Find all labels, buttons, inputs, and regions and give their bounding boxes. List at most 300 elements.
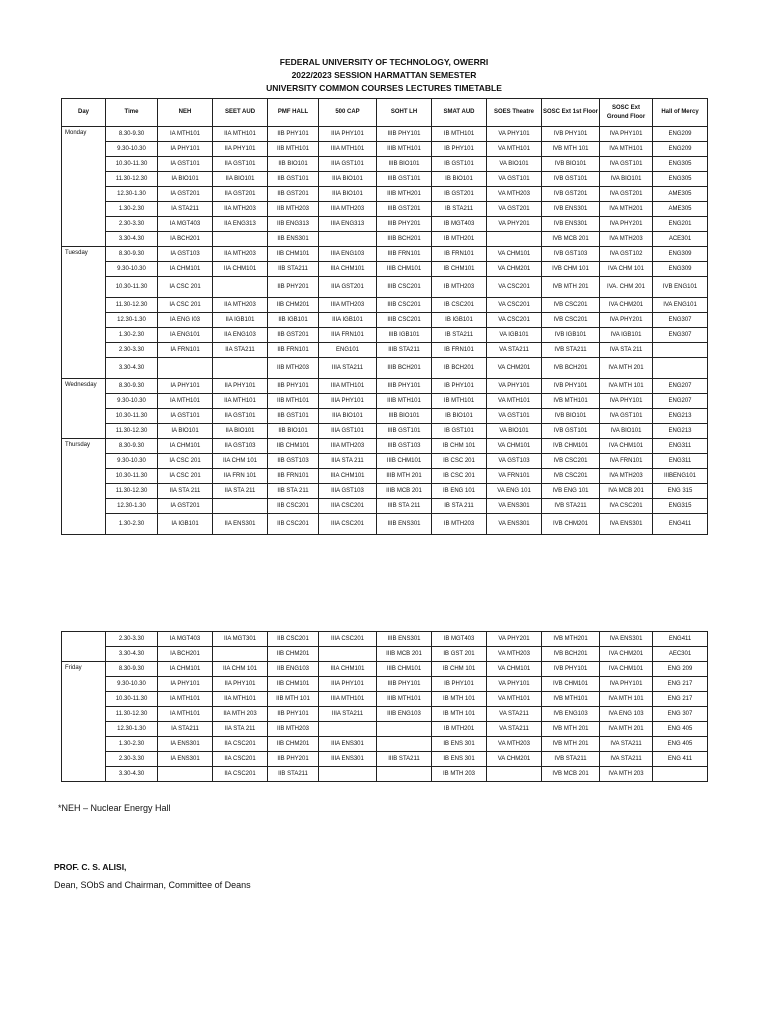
course-cell: ENG209 <box>653 142 708 157</box>
course-cell: IIA CSC201 <box>213 752 268 767</box>
course-cell: IIIA ENS301 <box>319 737 377 752</box>
course-cell: ENG311 <box>653 439 708 454</box>
course-cell: IA IGB101 <box>158 514 213 535</box>
course-cell: IIIB MCB 201 <box>377 647 432 662</box>
course-cell: IA GST201 <box>158 499 213 514</box>
course-cell: IIA MTH101 <box>213 692 268 707</box>
course-cell: IB CSC 201 <box>432 454 487 469</box>
table-row <box>62 343 708 358</box>
column-header: NEH <box>158 99 213 127</box>
course-cell: IIIA IGB101 <box>319 313 377 328</box>
course-cell: IIIA MTH101 <box>319 379 377 394</box>
column-header: SOSC Ext 1st Floor <box>542 99 600 127</box>
time-cell: 12.30-1.30 <box>106 499 158 514</box>
course-cell: VA CHM201 <box>487 358 542 379</box>
course-cell: IA GST103 <box>158 247 213 262</box>
course-cell: IIB CHM101 <box>268 439 319 454</box>
course-cell: ENG101 <box>319 343 377 358</box>
course-cell: IIB MTH101 <box>268 394 319 409</box>
course-cell: IA ENG101 <box>158 328 213 343</box>
course-cell: VA PHY201 <box>487 632 542 647</box>
course-cell: IIIA PHY101 <box>319 677 377 692</box>
course-cell: IB MGT403 <box>432 632 487 647</box>
course-cell: ENG305 <box>653 172 708 187</box>
time-cell: 9.30-10.30 <box>106 394 158 409</box>
course-cell: IA BCH201 <box>158 647 213 662</box>
course-cell: IIIA MTH203 <box>319 202 377 217</box>
course-cell: IIIA MTH203 <box>319 439 377 454</box>
course-cell: IB ENG 101 <box>432 484 487 499</box>
course-cell: IVB IGB101 <box>542 328 600 343</box>
time-cell: 10.30-11.30 <box>106 692 158 707</box>
course-cell: IA CHM101 <box>158 662 213 677</box>
course-cell: IVB ENG 101 <box>542 484 600 499</box>
course-cell: IVA MTH203 <box>600 469 653 484</box>
course-cell: IIIB PHY201 <box>377 217 432 232</box>
course-cell: IVA MCB 201 <box>600 484 653 499</box>
course-cell: IIB MTH203 <box>268 722 319 737</box>
course-cell: IIIA PHY101 <box>319 394 377 409</box>
course-cell: VA ENS301 <box>487 514 542 535</box>
course-cell: IB MTH 101 <box>432 692 487 707</box>
course-cell: IVA PHY201 <box>600 217 653 232</box>
course-cell: VA MTH101 <box>487 142 542 157</box>
time-cell: 8.30-9.30 <box>106 439 158 454</box>
course-cell: IA BIO101 <box>158 424 213 439</box>
course-cell: IIIA CHM101 <box>319 262 377 277</box>
table-row <box>62 692 708 707</box>
time-cell: 9.30-10.30 <box>106 262 158 277</box>
table-row <box>62 647 708 662</box>
course-cell: IIIA MTH203 <box>319 298 377 313</box>
course-cell: IIIA ENS301 <box>319 752 377 767</box>
course-cell: IB PHY101 <box>432 379 487 394</box>
course-cell: IIIB PHY101 <box>377 379 432 394</box>
course-cell <box>213 277 268 298</box>
course-cell: IA MTH101 <box>158 692 213 707</box>
course-cell: IIB CHM201 <box>268 737 319 752</box>
course-cell: IIB MTH203 <box>268 202 319 217</box>
course-cell: IVA STA211 <box>600 752 653 767</box>
course-cell: IVA FRN101 <box>600 454 653 469</box>
time-cell: 2.30-3.30 <box>106 752 158 767</box>
course-cell: IIA BIO101 <box>213 424 268 439</box>
course-cell: IIB ENG313 <box>268 217 319 232</box>
course-cell: IVB GST103 <box>542 247 600 262</box>
course-cell: IIB GST201 <box>268 328 319 343</box>
course-cell <box>213 647 268 662</box>
course-cell: IVA. CHM 201 <box>600 277 653 298</box>
column-header: SEET AUD <box>213 99 268 127</box>
course-cell: VA CSC201 <box>487 313 542 328</box>
course-cell: ENG305 <box>653 157 708 172</box>
course-cell <box>377 767 432 782</box>
course-cell: IVB BIO101 <box>542 409 600 424</box>
course-cell: ENG201 <box>653 217 708 232</box>
course-cell: IB BIO101 <box>432 172 487 187</box>
course-cell: ENG309 <box>653 262 708 277</box>
column-header: SOSC Ext Ground Floor <box>600 99 653 127</box>
signatory-title: Dean, SObS and Chairman, Committee of Deans <box>54 880 251 890</box>
course-cell: IIIA BIO101 <box>319 187 377 202</box>
course-cell: VA CHM101 <box>487 247 542 262</box>
course-cell: IVA BIO101 <box>600 172 653 187</box>
table-row <box>62 157 708 172</box>
course-cell: IIB CSC201 <box>268 514 319 535</box>
course-cell: IVB CSC201 <box>542 454 600 469</box>
course-cell: IIA PHY101 <box>213 677 268 692</box>
course-cell: IIIB CHM101 <box>377 662 432 677</box>
time-cell: 10.30-11.30 <box>106 409 158 424</box>
course-cell: IIA STA 211 <box>158 484 213 499</box>
course-cell: IIA MTH203 <box>213 202 268 217</box>
course-cell: VA BIO101 <box>487 157 542 172</box>
course-cell: IVA STA 211 <box>600 343 653 358</box>
course-cell: IIB PHY101 <box>268 707 319 722</box>
course-cell: IIIB MTH101 <box>377 692 432 707</box>
course-cell: IIB GST103 <box>268 454 319 469</box>
course-cell: IVB CSC201 <box>542 469 600 484</box>
course-cell: IB STA 211 <box>432 499 487 514</box>
course-cell: IVB MCB 201 <box>542 767 600 782</box>
course-cell: VA ENS301 <box>487 499 542 514</box>
course-cell: VA CHM201 <box>487 262 542 277</box>
time-cell: 12.30-1.30 <box>106 313 158 328</box>
course-cell: VA IGB101 <box>487 328 542 343</box>
course-cell: ENG213 <box>653 424 708 439</box>
table-row <box>62 632 708 647</box>
course-cell: IB MTH101 <box>432 394 487 409</box>
course-cell: VA MTH203 <box>487 187 542 202</box>
course-cell: ENG213 <box>653 409 708 424</box>
course-cell: IIB GST101 <box>268 409 319 424</box>
course-cell: IB STA211 <box>432 328 487 343</box>
course-cell: IIA GST101 <box>213 409 268 424</box>
course-cell: VA CHM101 <box>487 439 542 454</box>
course-cell: IIB MTH 101 <box>268 692 319 707</box>
course-cell: IVA PHY201 <box>600 313 653 328</box>
day-cell: Wednesday <box>62 379 106 439</box>
course-cell: IVB CHM101 <box>542 439 600 454</box>
course-cell: IA PHY101 <box>158 379 213 394</box>
time-cell: 12.30-1.30 <box>106 187 158 202</box>
course-cell: IB GST201 <box>432 187 487 202</box>
course-cell: IIIB MTH101 <box>377 394 432 409</box>
course-cell: ENG315 <box>653 499 708 514</box>
course-cell: IVB STA211 <box>542 343 600 358</box>
course-cell: IA GST201 <box>158 187 213 202</box>
table-row <box>62 202 708 217</box>
course-cell: IIB ENG103 <box>268 662 319 677</box>
course-cell: IIB PHY101 <box>268 379 319 394</box>
header-line-3: UNIVERSITY COMMON COURSES LECTURES TIMETABLE <box>266 83 502 93</box>
course-cell: IVB MTH 201 <box>542 722 600 737</box>
table-row <box>62 454 708 469</box>
day-cell: Monday <box>62 127 106 247</box>
course-cell: IIA CSC201 <box>213 767 268 782</box>
table-row <box>62 499 708 514</box>
course-cell: IVB MTH101 <box>542 394 600 409</box>
table-row <box>62 484 708 499</box>
course-cell: IIIB ENG103 <box>377 707 432 722</box>
course-cell: VA PHY201 <box>487 217 542 232</box>
table-row <box>62 514 708 535</box>
course-cell: IIIA GST103 <box>319 484 377 499</box>
course-cell: IIIB MTH201 <box>377 187 432 202</box>
table-row <box>62 439 708 454</box>
course-cell: IIIB BIO101 <box>377 409 432 424</box>
column-header: Time <box>106 99 158 127</box>
course-cell: IB MTH203 <box>432 277 487 298</box>
course-cell: IA STA211 <box>158 722 213 737</box>
time-cell: 3.30-4.30 <box>106 647 158 662</box>
course-cell: IIIB GST103 <box>377 439 432 454</box>
course-cell: IB PHY101 <box>432 142 487 157</box>
course-cell: AEC301 <box>653 647 708 662</box>
course-cell: IIIA GST201 <box>319 277 377 298</box>
course-cell: IIIB GST201 <box>377 202 432 217</box>
course-cell: IVB PHY101 <box>542 127 600 142</box>
course-cell: IVA PHY101 <box>600 677 653 692</box>
course-cell: IIIB STA211 <box>377 752 432 767</box>
course-cell: ENG307 <box>653 313 708 328</box>
table-row <box>62 358 708 379</box>
table-row <box>62 298 708 313</box>
course-cell: IIA ENG313 <box>213 217 268 232</box>
course-cell: IA CSC 201 <box>158 454 213 469</box>
course-cell: IIIA MTH101 <box>319 142 377 157</box>
course-cell: IA CSC 201 <box>158 298 213 313</box>
course-cell: IIIB BCH201 <box>377 358 432 379</box>
course-cell: IB CSC 201 <box>432 469 487 484</box>
course-cell: IVB ENG103 <box>542 707 600 722</box>
footnote: *NEH – Nuclear Energy Hall <box>58 803 171 813</box>
course-cell <box>319 232 377 247</box>
course-cell: IIA MTH101 <box>213 127 268 142</box>
course-cell: IVA CHM201 <box>600 298 653 313</box>
course-cell: IA MGT403 <box>158 217 213 232</box>
course-cell: IVA ENG101 <box>653 298 708 313</box>
course-cell: IIA ENG103 <box>213 328 268 343</box>
course-cell: IIIA ENG313 <box>319 217 377 232</box>
time-cell: 3.30-4.30 <box>106 767 158 782</box>
course-cell: ENG 405 <box>653 737 708 752</box>
course-cell: IA BIO101 <box>158 172 213 187</box>
course-cell: IVB MTH201 <box>542 632 600 647</box>
course-cell <box>158 767 213 782</box>
course-cell: IIIB PHY101 <box>377 127 432 142</box>
course-cell: VA MTH203 <box>487 647 542 662</box>
course-cell: IIIA CHM101 <box>319 662 377 677</box>
course-cell: IVB CSC201 <box>542 313 600 328</box>
course-cell: IB CSC201 <box>432 298 487 313</box>
time-cell: 9.30-10.30 <box>106 142 158 157</box>
course-cell: IVB CHM201 <box>542 514 600 535</box>
course-cell: IIIA PHY101 <box>319 127 377 142</box>
course-cell <box>653 358 708 379</box>
table-row <box>62 409 708 424</box>
course-cell: IIB FRN101 <box>268 343 319 358</box>
course-cell: IB ENS 301 <box>432 752 487 767</box>
course-cell: IA ENG I03 <box>158 313 213 328</box>
course-cell: IIA CSC201 <box>213 737 268 752</box>
course-cell: IIB CHM101 <box>268 247 319 262</box>
course-cell: IVB MTH101 <box>542 692 600 707</box>
course-cell: IVA MTH101 <box>600 142 653 157</box>
course-cell: IB BCH201 <box>432 358 487 379</box>
course-cell <box>487 232 542 247</box>
table-row <box>62 328 708 343</box>
course-cell: IA GST101 <box>158 409 213 424</box>
course-cell: ENG309 <box>653 247 708 262</box>
course-cell: IVA MTH 201 <box>600 722 653 737</box>
course-cell: IIIB STA 211 <box>377 499 432 514</box>
table-row <box>62 172 708 187</box>
header-line-1: FEDERAL UNIVERSITY OF TECHNOLOGY, OWERRI <box>279 57 489 67</box>
course-cell: IVA MTH 101 <box>600 379 653 394</box>
course-cell: IVB MTH 201 <box>542 277 600 298</box>
time-cell: 8.30-9.30 <box>106 662 158 677</box>
course-cell: IVB PHY101 <box>542 379 600 394</box>
course-cell: IIIA GST101 <box>319 424 377 439</box>
course-cell: IIIB ENS301 <box>377 632 432 647</box>
course-cell: IIIA CSC201 <box>319 499 377 514</box>
course-cell: IIA CHM 101 <box>213 662 268 677</box>
course-cell: IVA IGB101 <box>600 328 653 343</box>
table-row <box>62 722 708 737</box>
course-cell: IIIA FRN101 <box>319 328 377 343</box>
course-cell: IIA MGT301 <box>213 632 268 647</box>
course-cell: IB IGB101 <box>432 313 487 328</box>
course-cell: IVB GST101 <box>542 172 600 187</box>
course-cell: IA FRN101 <box>158 343 213 358</box>
course-cell: IA MTH101 <box>158 707 213 722</box>
course-cell: IIIA BIO101 <box>319 172 377 187</box>
course-cell: IB MTH201 <box>432 232 487 247</box>
course-cell <box>319 722 377 737</box>
time-cell: 10.30-11.30 <box>106 277 158 298</box>
course-cell: IVA ENS301 <box>600 514 653 535</box>
course-cell: IB MTH201 <box>432 722 487 737</box>
column-header: SOHT LH <box>377 99 432 127</box>
course-cell: IB MTH 203 <box>432 767 487 782</box>
course-cell: ENG411 <box>653 514 708 535</box>
table-row <box>62 662 708 677</box>
course-cell: VA STA211 <box>487 707 542 722</box>
course-cell: IIA FRN 101 <box>213 469 268 484</box>
course-cell: VA CHM101 <box>487 662 542 677</box>
table-row <box>62 424 708 439</box>
course-cell: ENG 209 <box>653 662 708 677</box>
course-cell: ENG411 <box>653 632 708 647</box>
course-cell: IVA CHM 101 <box>600 262 653 277</box>
course-cell: IVA CHM201 <box>600 647 653 662</box>
time-cell: 11.30-12.30 <box>106 484 158 499</box>
course-cell: IVA MTH201 <box>600 202 653 217</box>
course-cell: IIIB ENS301 <box>377 514 432 535</box>
course-cell: IIIB CHM101 <box>377 454 432 469</box>
course-cell: IIIB FRN101 <box>377 247 432 262</box>
course-cell: IIA MTH101 <box>213 394 268 409</box>
course-cell: IIIA CSC201 <box>319 514 377 535</box>
course-cell: VA GST101 <box>487 409 542 424</box>
day-cell <box>62 632 106 662</box>
course-cell: IIIB MTH101 <box>377 142 432 157</box>
course-cell: VA STA211 <box>487 722 542 737</box>
course-cell: VA PHY101 <box>487 127 542 142</box>
course-cell: IVB CSC201 <box>542 298 600 313</box>
course-cell <box>653 343 708 358</box>
course-cell: IIB BIO101 <box>268 424 319 439</box>
course-cell: VA CSC201 <box>487 298 542 313</box>
course-cell: IVA STA211 <box>600 737 653 752</box>
course-cell: IIB CHM201 <box>268 298 319 313</box>
table-row <box>62 379 708 394</box>
time-cell: 10.30-11.30 <box>106 469 158 484</box>
course-cell: IVA MTH 201 <box>600 358 653 379</box>
course-cell: IB CHM 101 <box>432 662 487 677</box>
course-cell: IIA ENS301 <box>213 514 268 535</box>
column-header: SMAT AUD <box>432 99 487 127</box>
course-cell: IIB CSC201 <box>268 499 319 514</box>
course-cell: IB CHM 101 <box>432 439 487 454</box>
course-cell: IVB CHM 101 <box>542 262 600 277</box>
course-cell: IIB CHM201 <box>268 647 319 662</box>
course-cell: IIA IGB101 <box>213 313 268 328</box>
course-cell: IIIA STA 211 <box>319 454 377 469</box>
course-cell: IVA CHM101 <box>600 439 653 454</box>
course-cell: IA PHY101 <box>158 677 213 692</box>
course-cell <box>213 358 268 379</box>
course-cell: IA MTH101 <box>158 394 213 409</box>
course-cell: IIIA CSC201 <box>319 632 377 647</box>
course-cell: IIIB BCH201 <box>377 232 432 247</box>
course-cell: IVA BIO101 <box>600 424 653 439</box>
table-row <box>62 677 708 692</box>
course-cell: IVA ENG 103 <box>600 707 653 722</box>
course-cell: IIIB CHM101 <box>377 262 432 277</box>
time-cell: 9.30-10.30 <box>106 677 158 692</box>
course-cell: IA ENS301 <box>158 752 213 767</box>
course-cell: IA CSC 201 <box>158 469 213 484</box>
table-row <box>62 737 708 752</box>
table-row <box>62 187 708 202</box>
course-cell: ENG311 <box>653 454 708 469</box>
signatory-name: PROF. C. S. ALISI, <box>54 862 127 872</box>
course-cell: IVB STA211 <box>542 752 600 767</box>
course-cell: IIIB GST101 <box>377 424 432 439</box>
course-cell: IIIB GST101 <box>377 172 432 187</box>
course-cell: IB MTH203 <box>432 514 487 535</box>
time-cell: 1.30-2.30 <box>106 202 158 217</box>
table-row <box>62 217 708 232</box>
time-cell: 8.30-9.30 <box>106 379 158 394</box>
time-cell: 1.30-2.30 <box>106 737 158 752</box>
course-cell: ACE301 <box>653 232 708 247</box>
course-cell: VA STA211 <box>487 343 542 358</box>
course-cell: IVB CHM101 <box>542 677 600 692</box>
course-cell <box>213 232 268 247</box>
course-cell: IVB MCB 201 <box>542 232 600 247</box>
course-cell: IIB IGB101 <box>268 313 319 328</box>
course-cell: IB GST101 <box>432 424 487 439</box>
course-cell: IIA PHY101 <box>213 379 268 394</box>
course-cell: IVB ENS301 <box>542 217 600 232</box>
course-cell: IIIA STA211 <box>319 707 377 722</box>
course-cell: AME305 <box>653 202 708 217</box>
course-cell: IVB BCH201 <box>542 647 600 662</box>
course-cell: VA GST103 <box>487 454 542 469</box>
